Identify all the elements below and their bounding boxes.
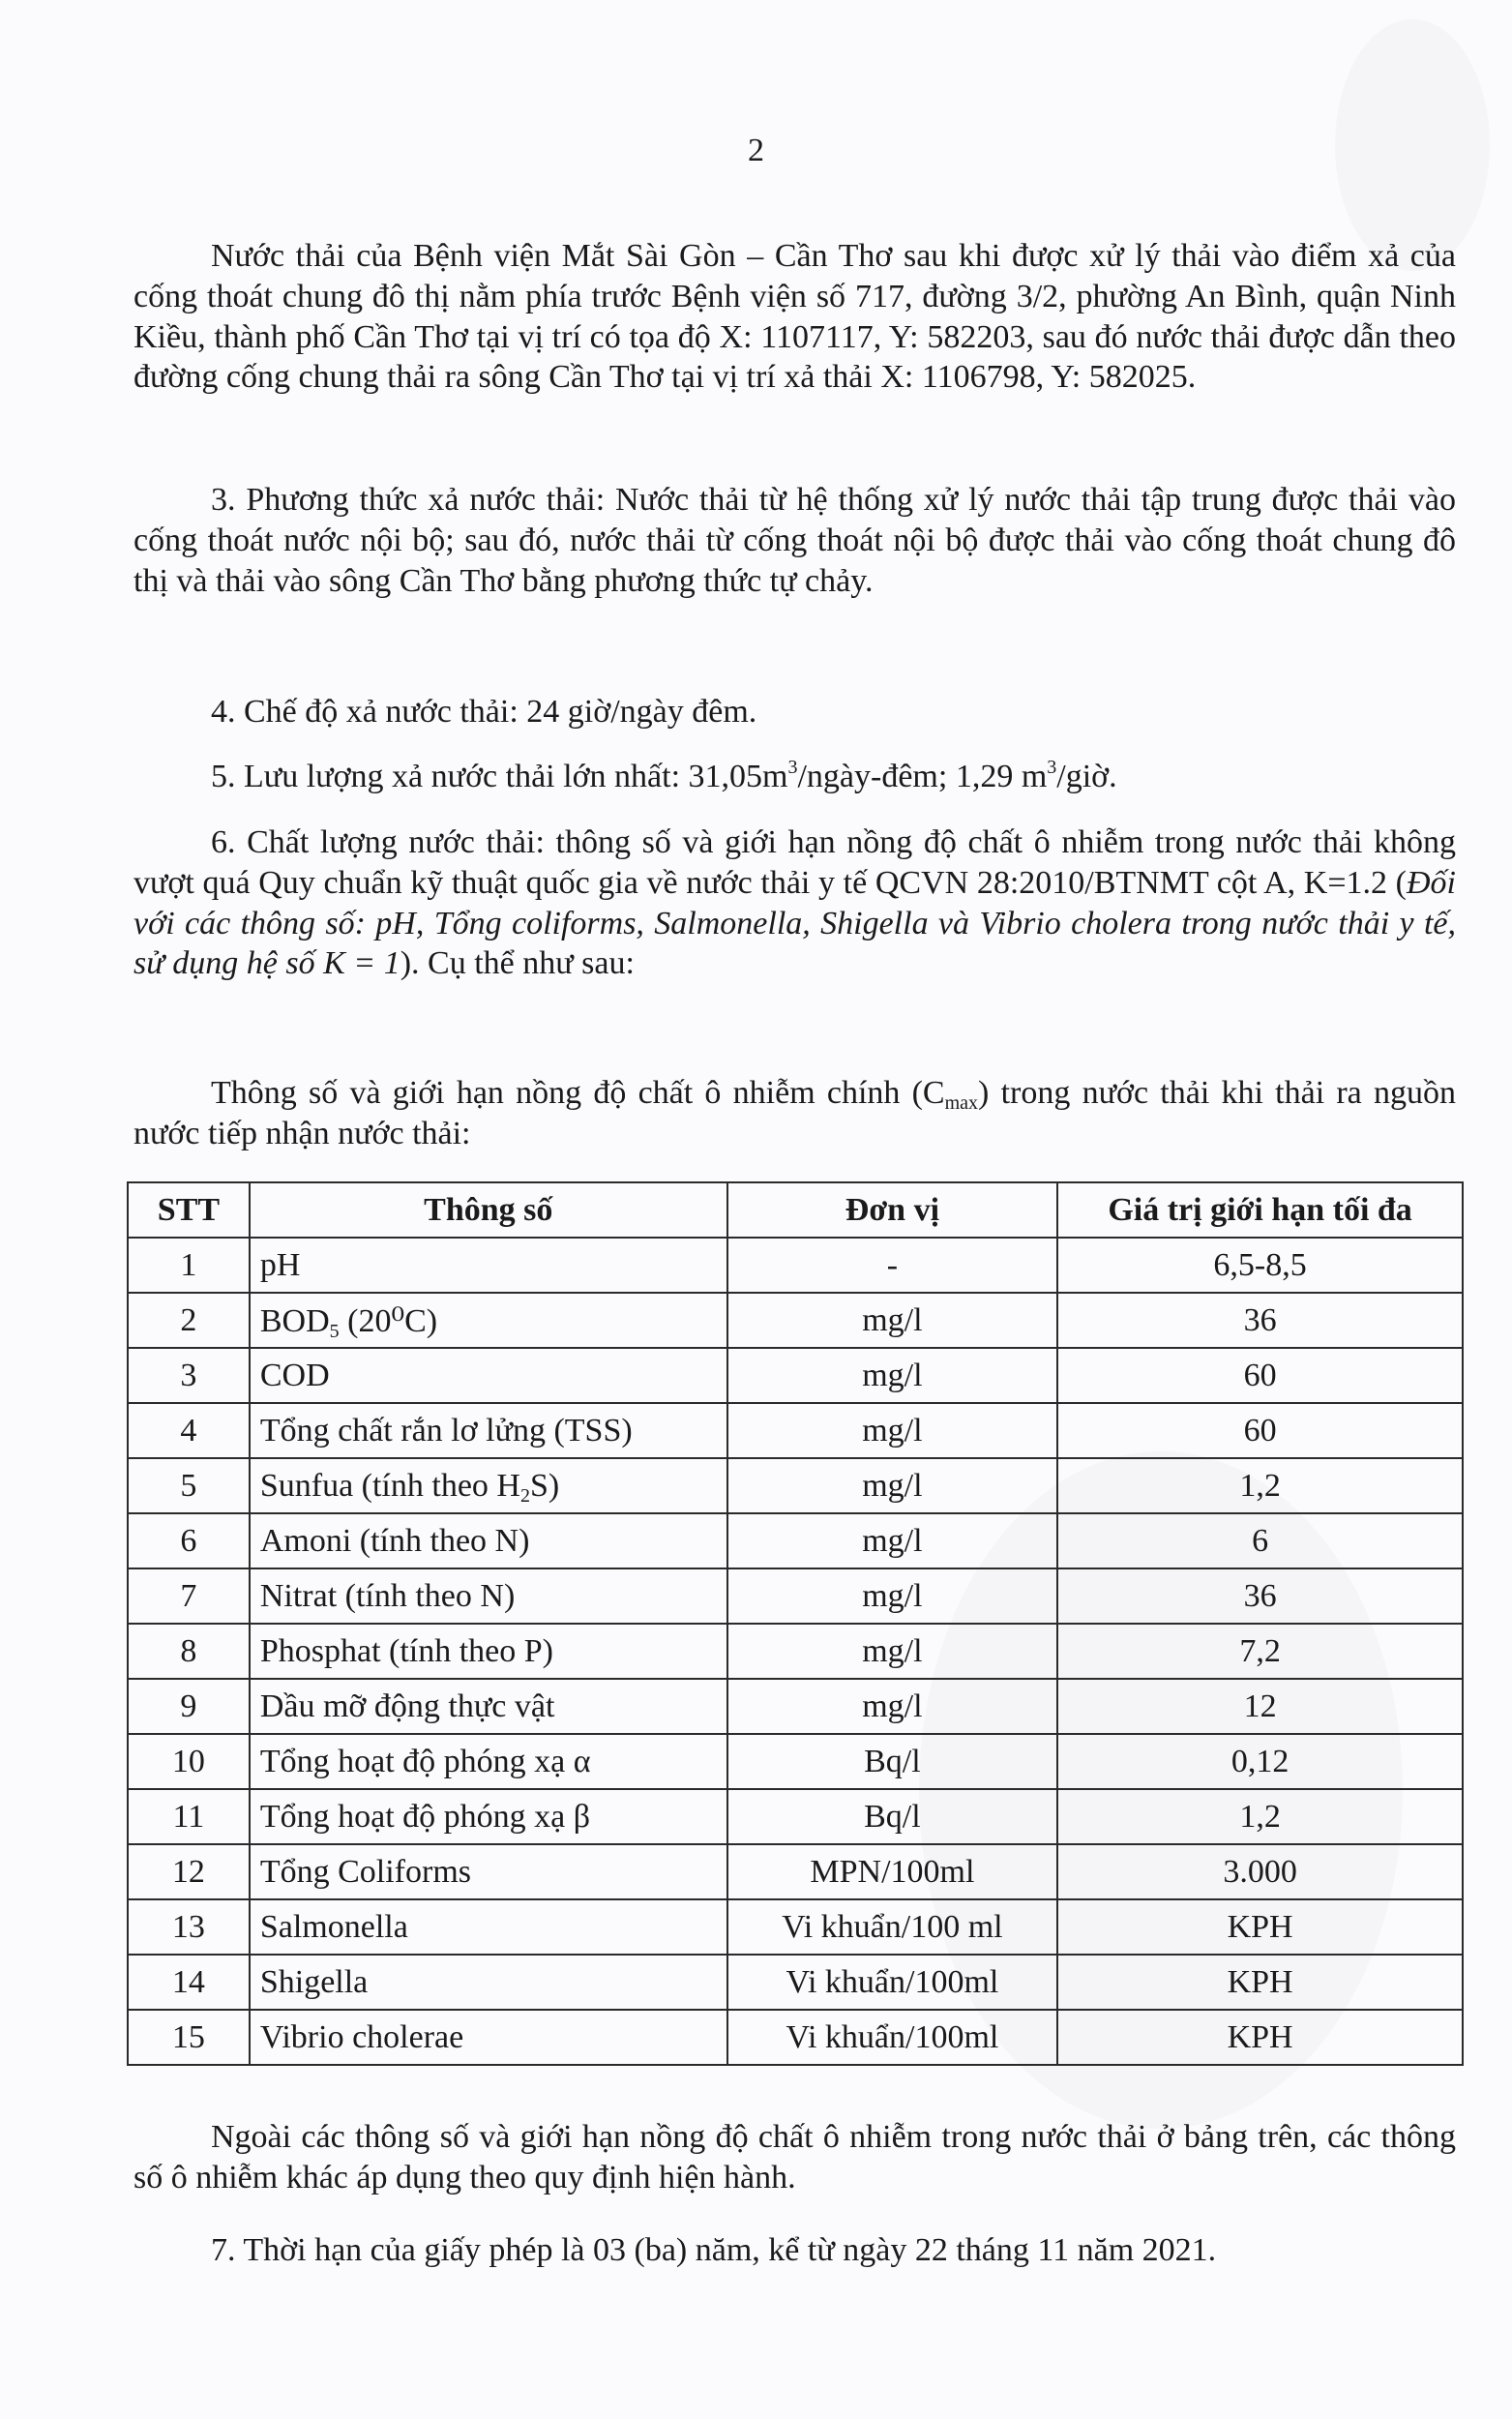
cell-max-value: 12 bbox=[1057, 1679, 1463, 1734]
cell-parameter bbox=[250, 1955, 727, 2010]
paragraph-text: 6. Chất lượng nước thải: thông số và giới hạn nồng độ chất ô nhiễm trong nước thải không vượt quá Quy chuẩn kỹ thuật quốc gia về nước thải y tế QCVN 28:2010/BTNMT cột A, K=1.2 ( bbox=[133, 824, 1456, 901]
cell-stt: 9 bbox=[128, 1679, 250, 1734]
cell-stt: 11 bbox=[128, 1789, 250, 1844]
parameter-name: pH bbox=[259, 1246, 301, 1283]
parameter-name: Tổng hoạt độ phóng xạ β bbox=[259, 1798, 591, 1835]
parameter-subscript: 5 bbox=[329, 1320, 340, 1342]
paragraph-text: 5. Lưu lượng xả nước thải lớn nhất: 31,05m bbox=[211, 759, 788, 794]
cell-max-value: KPH bbox=[1057, 2010, 1463, 2065]
parameter-name: Tổng Coliforms bbox=[259, 1853, 472, 1890]
paragraph-text: /ngày-đêm; 1,29 m bbox=[797, 759, 1048, 794]
cell-unit: Bq/l bbox=[727, 1789, 1057, 1844]
cell-max-value: 60 bbox=[1057, 1403, 1463, 1458]
cell-max-value: 0,12 bbox=[1057, 1734, 1463, 1789]
cell-parameter bbox=[250, 1734, 727, 1789]
cell-parameter bbox=[250, 2010, 727, 2065]
cell-parameter bbox=[250, 1458, 727, 1513]
cell-parameter bbox=[250, 1789, 727, 1844]
cell-stt: 12 bbox=[128, 1844, 250, 1899]
parameter-name: Tổng hoạt độ phóng xạ α bbox=[259, 1743, 591, 1779]
parameter-name: Salmonella bbox=[259, 1908, 408, 1945]
cell-unit: mg/l bbox=[727, 1513, 1057, 1568]
parameter-name: Amoni (tính theo N) bbox=[259, 1522, 530, 1559]
cell-unit: mg/l bbox=[727, 1293, 1057, 1348]
paragraph-italic-note: Đối với các thông số: pH, Tổng coliforms, Salmonella, Shigella và Vibrio cholera trong nước thải y tế, sử dụng hệ số K = 1 bbox=[133, 864, 1456, 982]
cell-parameter bbox=[250, 1403, 727, 1458]
cell-max-value: 1,2 bbox=[1057, 1789, 1463, 1844]
paragraph-discharge-method bbox=[133, 480, 1456, 601]
page-number: 2 bbox=[748, 133, 764, 168]
cell-parameter bbox=[250, 1844, 727, 1899]
paragraph-text: 4. Chế độ xả nước thải: 24 giờ/ngày đêm. bbox=[211, 694, 757, 730]
cell-unit: Bq/l bbox=[727, 1734, 1057, 1789]
paragraph-table-intro bbox=[133, 1073, 1456, 1154]
cell-unit: mg/l bbox=[727, 1679, 1057, 1734]
parameter-name: COD bbox=[259, 1357, 330, 1393]
table-row bbox=[128, 2010, 1463, 2065]
cell-parameter bbox=[250, 1348, 727, 1403]
paragraph-permit-duration bbox=[133, 2230, 1456, 2271]
table-row bbox=[128, 1293, 1463, 1348]
cell-unit: Vi khuẩn/100 ml bbox=[727, 1899, 1057, 1955]
table-row bbox=[128, 1734, 1463, 1789]
cell-parameter bbox=[250, 1568, 727, 1624]
parameter-name-tail: (20⁰C) bbox=[339, 1302, 438, 1339]
table-row bbox=[128, 1348, 1463, 1403]
parameter-name: Tổng chất rắn lơ lửng (TSS) bbox=[259, 1412, 633, 1448]
cell-max-value: 3.000 bbox=[1057, 1844, 1463, 1899]
parameter-name-tail: S) bbox=[529, 1467, 560, 1504]
cell-unit: mg/l bbox=[727, 1624, 1057, 1679]
table-row bbox=[128, 1844, 1463, 1899]
cell-parameter bbox=[250, 1238, 727, 1293]
table-row bbox=[128, 1899, 1463, 1955]
cell-stt: 6 bbox=[128, 1513, 250, 1568]
cell-unit: mg/l bbox=[727, 1568, 1057, 1624]
cell-stt: 13 bbox=[128, 1899, 250, 1955]
parameter-name: Phosphat (tính theo P) bbox=[259, 1632, 554, 1669]
paragraph-other-parameters bbox=[133, 2117, 1456, 2198]
paragraph-text: 7. Thời hạn của giấy phép là 03 (ba) năm, kể từ ngày 22 tháng 11 năm 2021. bbox=[211, 2232, 1217, 2268]
paragraph-text: ). Cụ thể như sau: bbox=[400, 945, 635, 982]
table-row bbox=[128, 1568, 1463, 1624]
paragraph-discharge-location bbox=[133, 236, 1456, 398]
cell-unit: Vi khuẩn/100ml bbox=[727, 2010, 1057, 2065]
paragraph-text: Thông số và giới hạn nồng độ chất ô nhiễm chính (C bbox=[211, 1075, 945, 1111]
paragraph-water-quality bbox=[133, 822, 1456, 984]
superscript: 3 bbox=[1047, 757, 1057, 778]
cell-stt: 15 bbox=[128, 2010, 250, 2065]
cell-max-value: 36 bbox=[1057, 1568, 1463, 1624]
parameter-name: Sunfua (tính theo H bbox=[259, 1467, 520, 1504]
paragraph-text: 3. Phương thức xả nước thải: Nước thải từ hệ thống xử lý nước thải tập trung được thải vào cống thoát nước nội bộ; sau đó, nước thải từ cống thoát nội bộ được thải vào cống thoát chung đô thị và thải vào sông Cần Thơ bằng phương thức tự chảy. bbox=[133, 482, 1456, 599]
cell-max-value: 6 bbox=[1057, 1513, 1463, 1568]
cell-stt: 7 bbox=[128, 1568, 250, 1624]
table-row bbox=[128, 1624, 1463, 1679]
header-parameter: Thông số bbox=[250, 1182, 727, 1238]
paragraph-max-flow bbox=[133, 757, 1456, 797]
table-row bbox=[128, 1238, 1463, 1293]
pollutant-limits-table bbox=[127, 1181, 1464, 2066]
table-row bbox=[128, 1403, 1463, 1458]
parameter-name: Dầu mỡ động thực vật bbox=[259, 1687, 555, 1724]
parameter-name: BOD bbox=[259, 1302, 330, 1339]
cell-unit: MPN/100ml bbox=[727, 1844, 1057, 1899]
cell-max-value: 1,2 bbox=[1057, 1458, 1463, 1513]
cell-max-value: KPH bbox=[1057, 1955, 1463, 2010]
cell-max-value: 36 bbox=[1057, 1293, 1463, 1348]
cell-stt: 2 bbox=[128, 1293, 250, 1348]
header-stt: STT bbox=[128, 1182, 250, 1238]
header-max-value: Giá trị giới hạn tối đa bbox=[1057, 1182, 1463, 1238]
cell-unit: mg/l bbox=[727, 1403, 1057, 1458]
table-row bbox=[128, 1955, 1463, 2010]
table-row bbox=[128, 1679, 1463, 1734]
cell-unit: - bbox=[727, 1238, 1057, 1293]
cell-unit: mg/l bbox=[727, 1458, 1057, 1513]
table-row bbox=[128, 1458, 1463, 1513]
cell-parameter bbox=[250, 1293, 727, 1348]
cell-stt: 4 bbox=[128, 1403, 250, 1458]
header-unit: Đơn vị bbox=[727, 1182, 1057, 1238]
parameter-subscript: 2 bbox=[519, 1484, 530, 1507]
cell-max-value: 6,5-8,5 bbox=[1057, 1238, 1463, 1293]
paragraph-text: Ngoài các thông số và giới hạn nồng độ chất ô nhiễm trong nước thải ở bảng trên, các thông số ô nhiễm khác áp dụng theo quy định hiện hành. bbox=[133, 2119, 1456, 2195]
cell-stt: 3 bbox=[128, 1348, 250, 1403]
paragraph-discharge-mode bbox=[133, 692, 1456, 732]
subscript: max bbox=[944, 1092, 979, 1114]
cell-parameter bbox=[250, 1899, 727, 1955]
cell-stt: 1 bbox=[128, 1238, 250, 1293]
cell-max-value: 7,2 bbox=[1057, 1624, 1463, 1679]
parameter-name: Nitrat (tính theo N) bbox=[259, 1577, 516, 1614]
cell-max-value: KPH bbox=[1057, 1899, 1463, 1955]
cell-unit: mg/l bbox=[727, 1348, 1057, 1403]
cell-parameter bbox=[250, 1513, 727, 1568]
paragraph-text: /giờ. bbox=[1056, 759, 1117, 794]
paragraph-text: Nước thải của Bệnh viện Mắt Sài Gòn – Cần Thơ sau khi được xử lý thải vào điểm xả của cống thoát chung đô thị nằm phía trước Bệnh viện số 717, đường 3/2, phường An Bình, quận Ninh Kiều, thành phố Cần Thơ tại vị trí có tọa độ X: 1107117, Y: 582203, sau đó nước thải được dẫn theo đường cống chung thải ra sông Cần Thơ tại vị trí xả thải X: 1106798, Y: 582025. bbox=[133, 238, 1456, 396]
cell-stt: 14 bbox=[128, 1955, 250, 2010]
cell-parameter bbox=[250, 1679, 727, 1734]
cell-stt: 10 bbox=[128, 1734, 250, 1789]
superscript: 3 bbox=[787, 757, 798, 778]
table-header-row bbox=[128, 1182, 1463, 1238]
table-row bbox=[128, 1789, 1463, 1844]
parameter-name: Shigella bbox=[259, 1963, 369, 2000]
cell-parameter bbox=[250, 1624, 727, 1679]
cell-stt: 8 bbox=[128, 1624, 250, 1679]
paragraph-text: ) trong nước thải khi thải ra nguồn nước tiếp nhận nước thải: bbox=[133, 1075, 1456, 1151]
table-row bbox=[128, 1513, 1463, 1568]
cell-unit: Vi khuẩn/100ml bbox=[727, 1955, 1057, 2010]
cell-stt: 5 bbox=[128, 1458, 250, 1513]
cell-max-value: 60 bbox=[1057, 1348, 1463, 1403]
parameter-name: Vibrio cholerae bbox=[259, 2018, 464, 2055]
